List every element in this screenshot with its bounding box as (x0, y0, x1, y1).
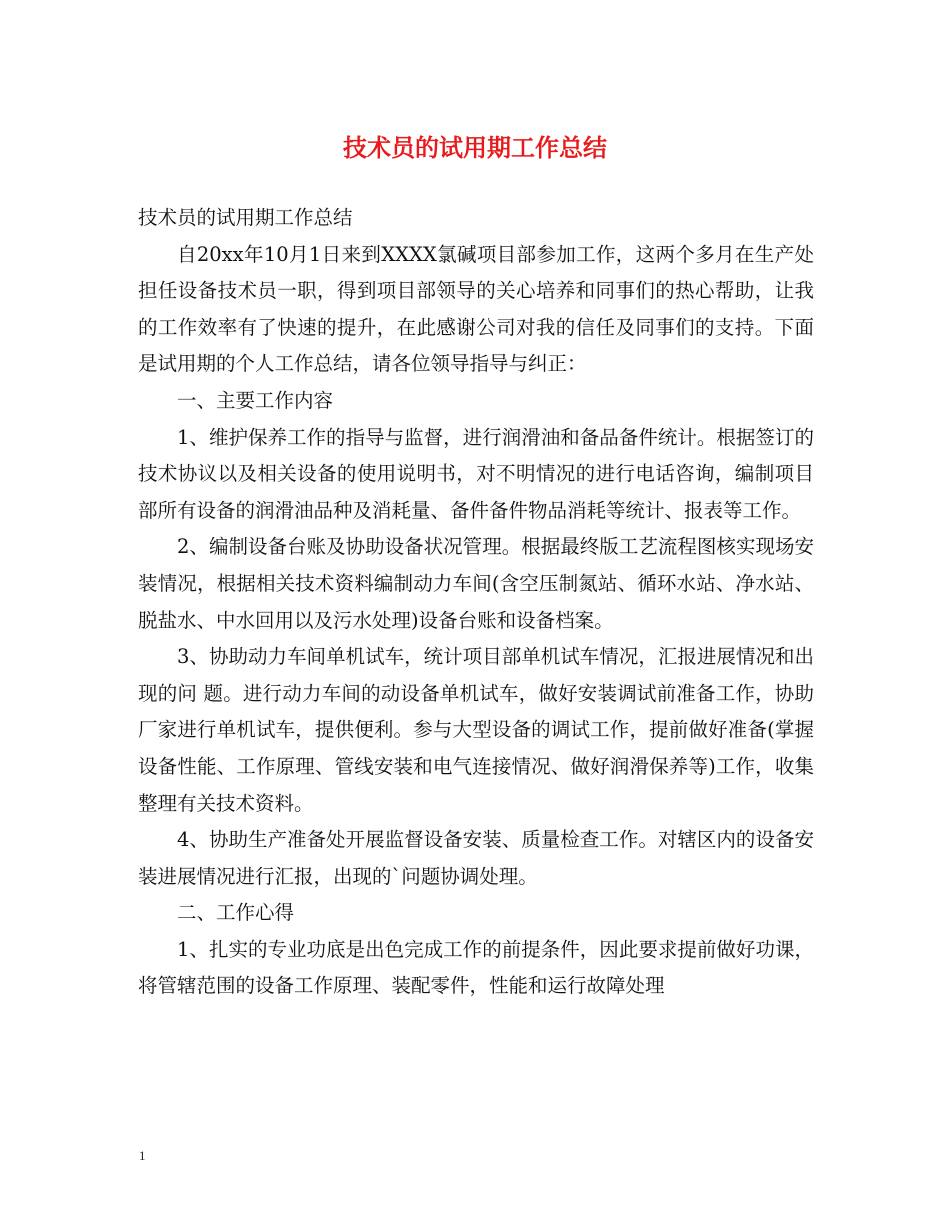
paragraph-item-2: 2、编制设备台账及协助设备状况管理。根据最终版工艺流程图核实现场安装情况，根据相关技术资料编制动力车间(含空压制氮站、循环水站、净水站、脱盐水、中水回用以及污水处理)设备台账和设备档案。 (138, 535, 814, 632)
paragraph-intro: 自20xx年10月1日来到XXXX氯碱项目部参加工作，这两个多月在生产处担任设备技术员一职，得到项目部领导的关心培养和同事们的热心帮助，让我的工作效率有了快速的提升，在此感谢公司对我的信任及同事们的支持。下面是试用期的个人工作总结，请各位领导指导与纠正： (138, 242, 814, 376)
paragraph-experience-1: 1、扎实的专业功底是出色完成工作的前提条件，因此要求提前做好功课，将管辖范围的设备工作原理、装配零件，性能和运行故障处理 (138, 937, 814, 998)
document-title: 技术员的试用期工作总结 (343, 133, 607, 162)
section-heading-main-work: 一、主要工作内容 (177, 388, 334, 412)
document-body (138, 200, 814, 1005)
section-heading-experience: 二、工作心得 (177, 901, 295, 925)
page-number: 1 (139, 1148, 146, 1163)
paragraph-item-3: 3、协助动力车间单机试车，统计项目部单机试车情况，汇报进展情况和出现的问 题。进行动力车间的动设备单机试车，做好安装调试前准备工作，协助厂家进行单机试车，提供便利。参与大型设备的调试工作，提前做好准备(掌握设备性能、工作原理、管线安装和电气连接情况、做好润滑保养等)工作，收集整理有关技术资料。 (138, 645, 814, 815)
paragraph-item-1: 1、维护保养工作的指导与监督，进行润滑油和备品备件统计。根据签订的技术协议以及相关设备的使用说明书，对不明情况的进行电话咨询，编制项目部所有设备的润滑油品种及消耗量、备件备件物品消耗等统计、报表等工作。 (138, 425, 814, 522)
paragraph-item-4: 4、协助生产准备处开展监督设备安装、质量检查工作。对辖区内的设备安装进展情况进行汇报，出现的`问题协调处理。 (138, 828, 814, 888)
paragraph-subtitle: 技术员的试用期工作总结 (138, 206, 353, 229)
